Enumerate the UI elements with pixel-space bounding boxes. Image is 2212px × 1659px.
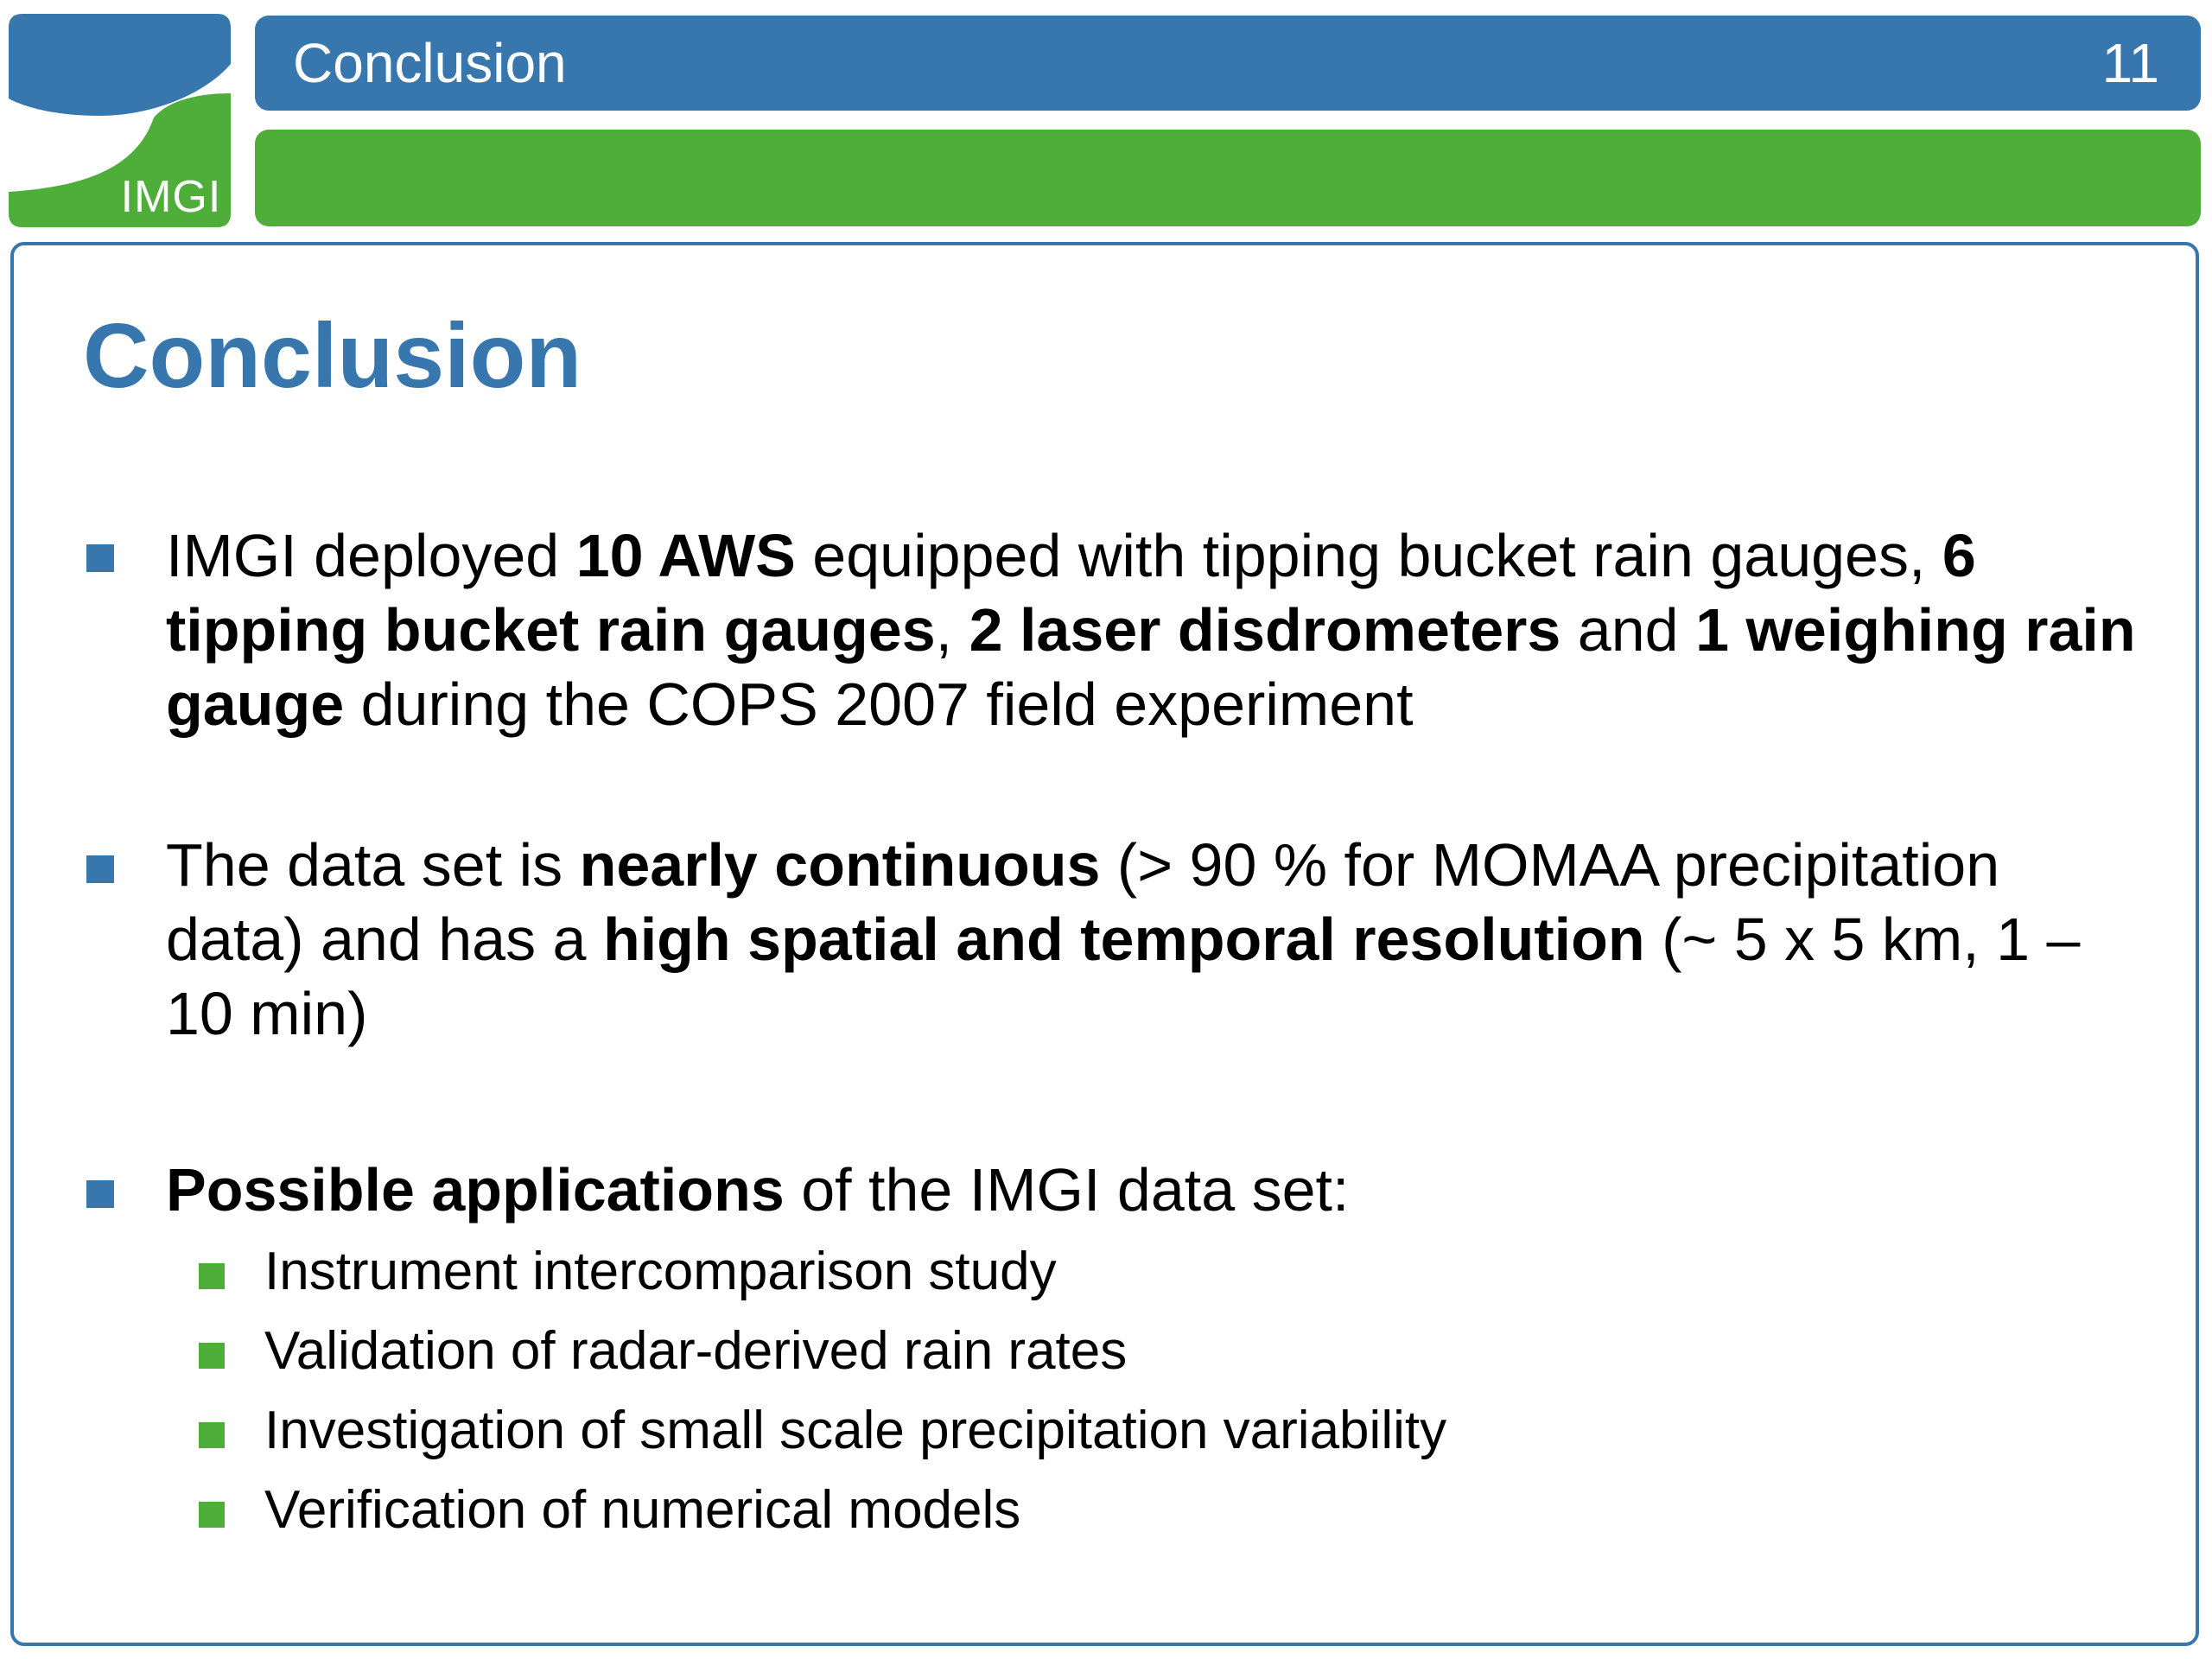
text-run: of the IMGI data set:	[784, 1156, 1350, 1224]
text-run: (~ 5 x 5 km, 1 – 10 min)	[166, 906, 2081, 1047]
bold-text-run: 10 AWS	[575, 522, 796, 589]
title-bar	[255, 16, 2201, 111]
text-run: equipped with tipping bucket rain gauges,	[795, 522, 1942, 589]
bold-text-run: high spatial and temporal resolution	[602, 906, 1645, 973]
bold-text-run: Possible applications	[166, 1156, 785, 1224]
text-run: IMGI deployed	[166, 522, 576, 589]
bullet-text	[166, 828, 2136, 1051]
bold-text-run: 6 tipping bucket rain gauges	[166, 522, 1976, 664]
text-run: ,	[935, 596, 969, 664]
text-run: and	[1560, 596, 1696, 664]
bold-text-run: 2 laser disdrometers	[969, 596, 1561, 664]
text-run: (> 90 % for MOMAA precipitation data) and has a	[166, 831, 2000, 973]
text-run: during the COPS 2007 field experiment	[344, 671, 1414, 738]
bullet-marker	[86, 855, 114, 883]
imgi-logo	[9, 14, 231, 227]
bold-text-run: 1 weighing rain gauge	[166, 596, 2136, 738]
sub-item: Investigation of small scale precipitation variability	[264, 1401, 1447, 1460]
sub-item: Verification of numerical models	[264, 1480, 1021, 1540]
bold-text-run: nearly continuous	[579, 831, 1101, 899]
slide-title: Conclusion	[83, 305, 582, 407]
sub-bullet-marker	[199, 1502, 225, 1528]
bullet-marker	[86, 1180, 114, 1208]
green-banner	[255, 130, 2201, 226]
sub-bullet-marker	[199, 1343, 225, 1369]
sub-item: Instrument intercomparison study	[264, 1242, 1057, 1301]
bullet-text	[166, 518, 2136, 741]
sub-bullet-marker	[199, 1422, 225, 1448]
header-title: Conclusion	[293, 32, 567, 94]
sub-bullet-marker	[199, 1263, 225, 1289]
logo-text: IMGI	[120, 172, 222, 222]
bullet-marker	[86, 544, 114, 572]
sub-item: Validation of radar-derived rain rates	[264, 1321, 1128, 1381]
text-run: The data set is	[166, 831, 580, 899]
bullet-text	[166, 1153, 2136, 1227]
page-number: 11	[2101, 32, 2159, 94]
